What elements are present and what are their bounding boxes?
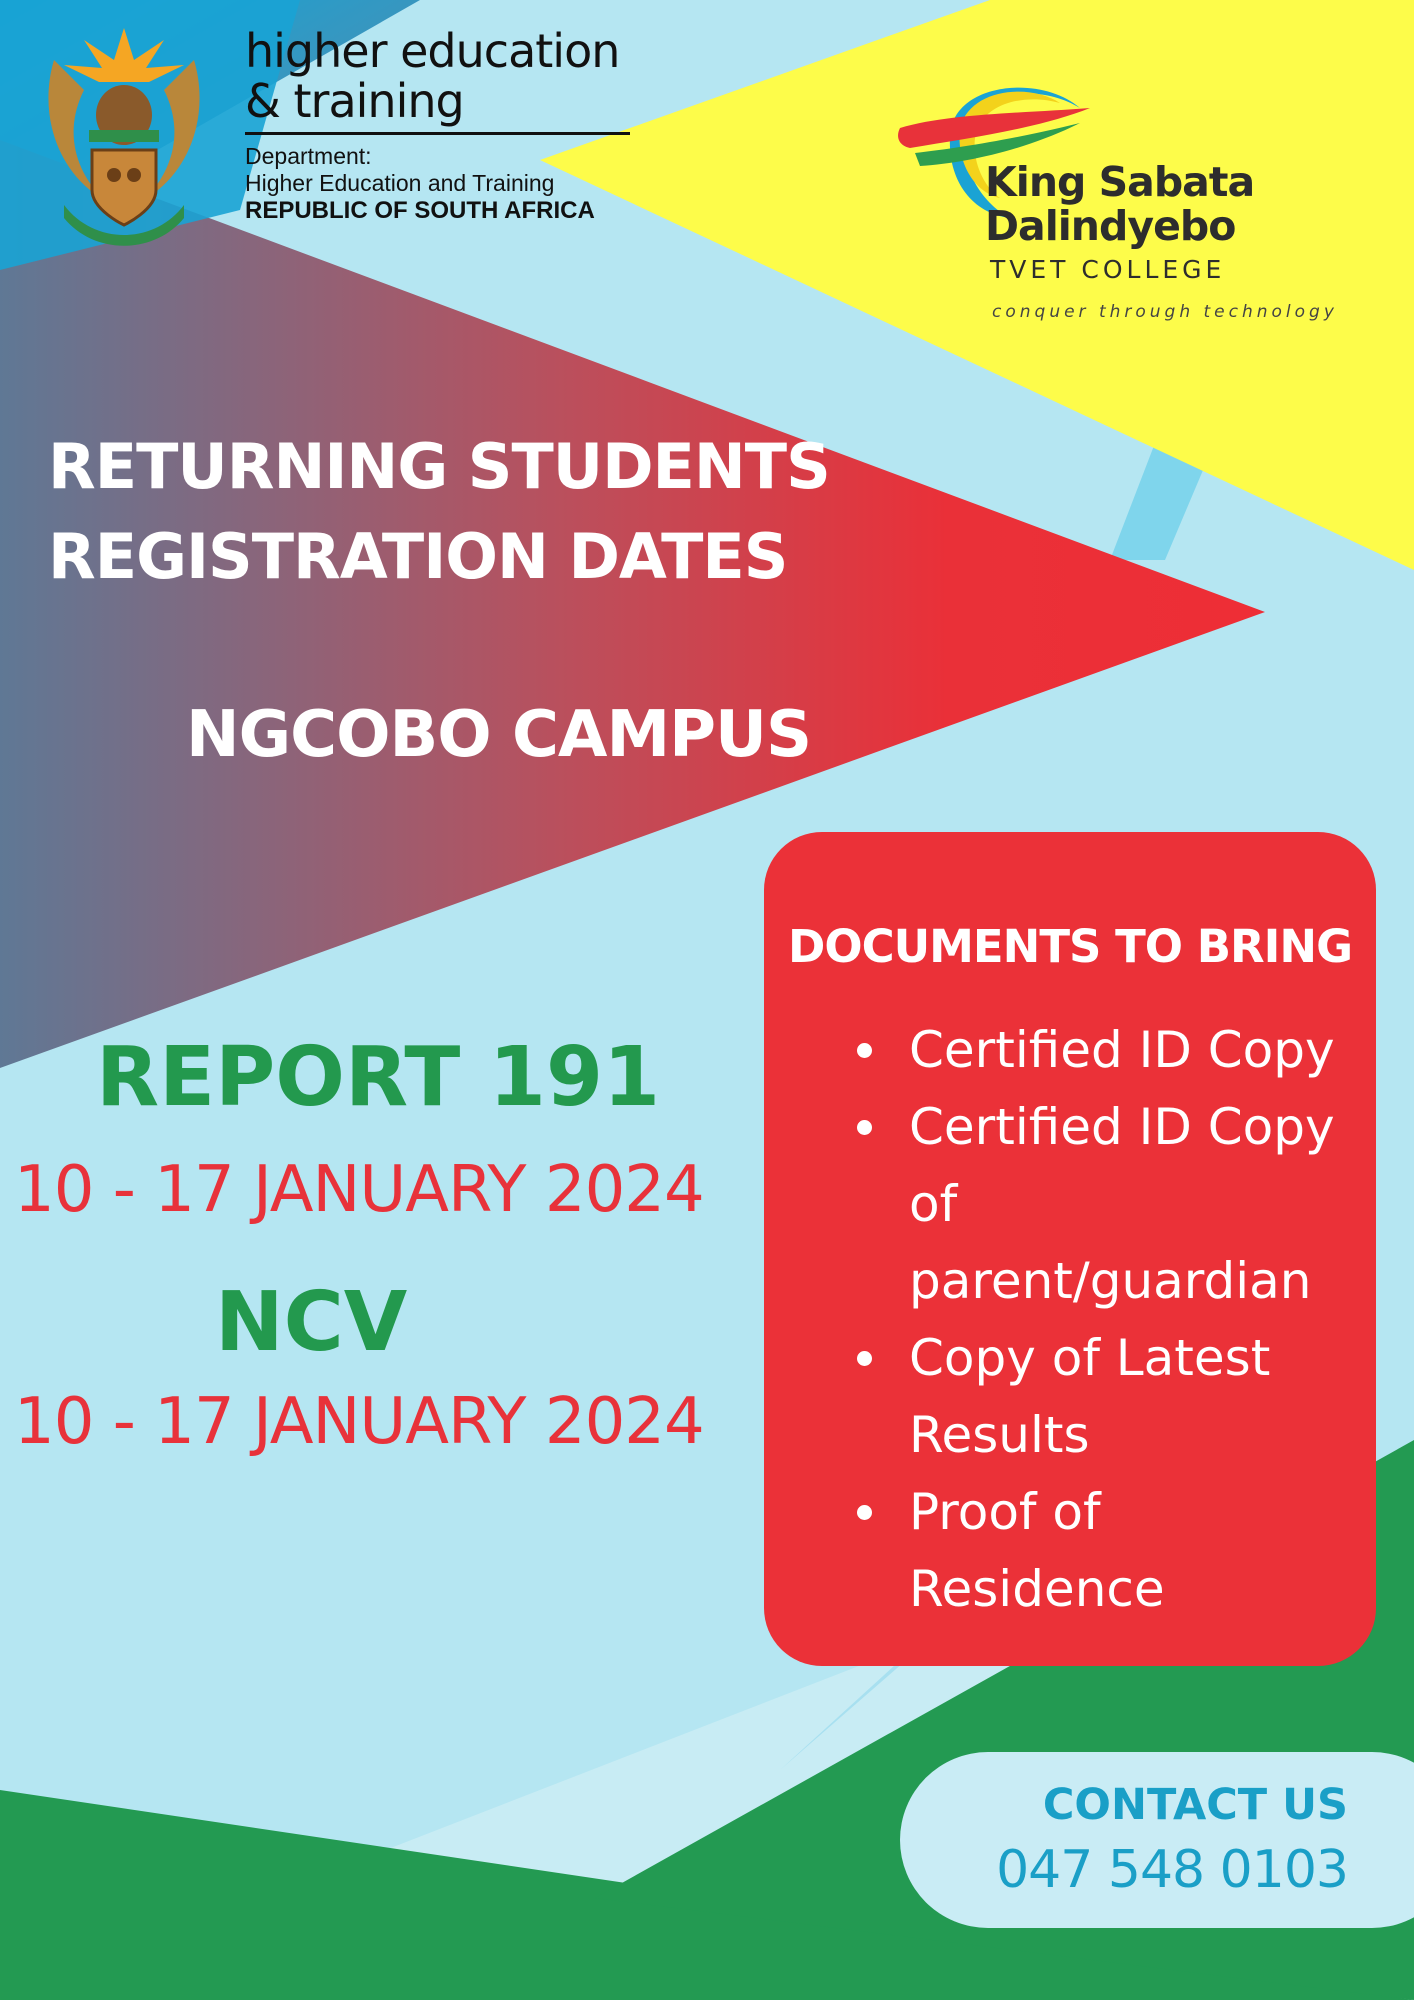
- contact-label: CONTACT US: [1042, 1780, 1348, 1830]
- department-logo-text: [245, 26, 635, 225]
- programme-name: REPORT 191: [96, 1030, 661, 1125]
- dept-country: REPUBLIC OF SOUTH AFRICA: [245, 197, 595, 224]
- dept-divider: [245, 132, 630, 135]
- list-item: Certified ID Copy of parent/guardian: [909, 1089, 1349, 1320]
- headline-line1: RETURNING STUDENTS: [48, 430, 830, 503]
- dept-label: Department:: [245, 143, 372, 169]
- crest-band: [89, 130, 159, 142]
- list-item: Certified ID Copy: [909, 1012, 1349, 1089]
- crest-sun-rays: [64, 28, 184, 82]
- campus-name: NGCOBO CAMPUS: [186, 698, 812, 772]
- list-item: Proof of Residence: [909, 1474, 1349, 1628]
- crest-figure-2: [127, 168, 141, 182]
- documents-panel: [764, 832, 1376, 1666]
- college-subtitle: TVET COLLEGE: [990, 255, 1226, 284]
- headline-line2: REGISTRATION DATES: [48, 520, 788, 593]
- documents-list: [909, 1012, 1349, 1628]
- documents-title: DOCUMENTS TO BRING: [787, 920, 1353, 973]
- college-name-line1: King Sabata: [985, 158, 1255, 206]
- programme-name: NCV: [215, 1275, 408, 1370]
- contact-phone[interactable]: 047 548 0103: [996, 1840, 1348, 1900]
- headline: [48, 422, 848, 602]
- coat-of-arms-icon: [34, 20, 214, 250]
- dept-title-line2: & training: [245, 74, 464, 128]
- programme-dates: 10 - 17 JANUARY 2024: [14, 1153, 704, 1227]
- crest-figure-1: [107, 168, 121, 182]
- programme-dates: 10 - 17 JANUARY 2024: [14, 1385, 704, 1459]
- college-name-line2: Dalindyebo: [985, 202, 1236, 250]
- crest-shield: [92, 150, 156, 225]
- list-item: Copy of Latest Results: [909, 1320, 1349, 1474]
- dept-name: Higher Education and Training: [245, 170, 555, 196]
- dept-title-line1: higher education: [245, 24, 620, 78]
- college-tagline: conquer through technology: [992, 302, 1338, 322]
- college-name: [985, 160, 1255, 248]
